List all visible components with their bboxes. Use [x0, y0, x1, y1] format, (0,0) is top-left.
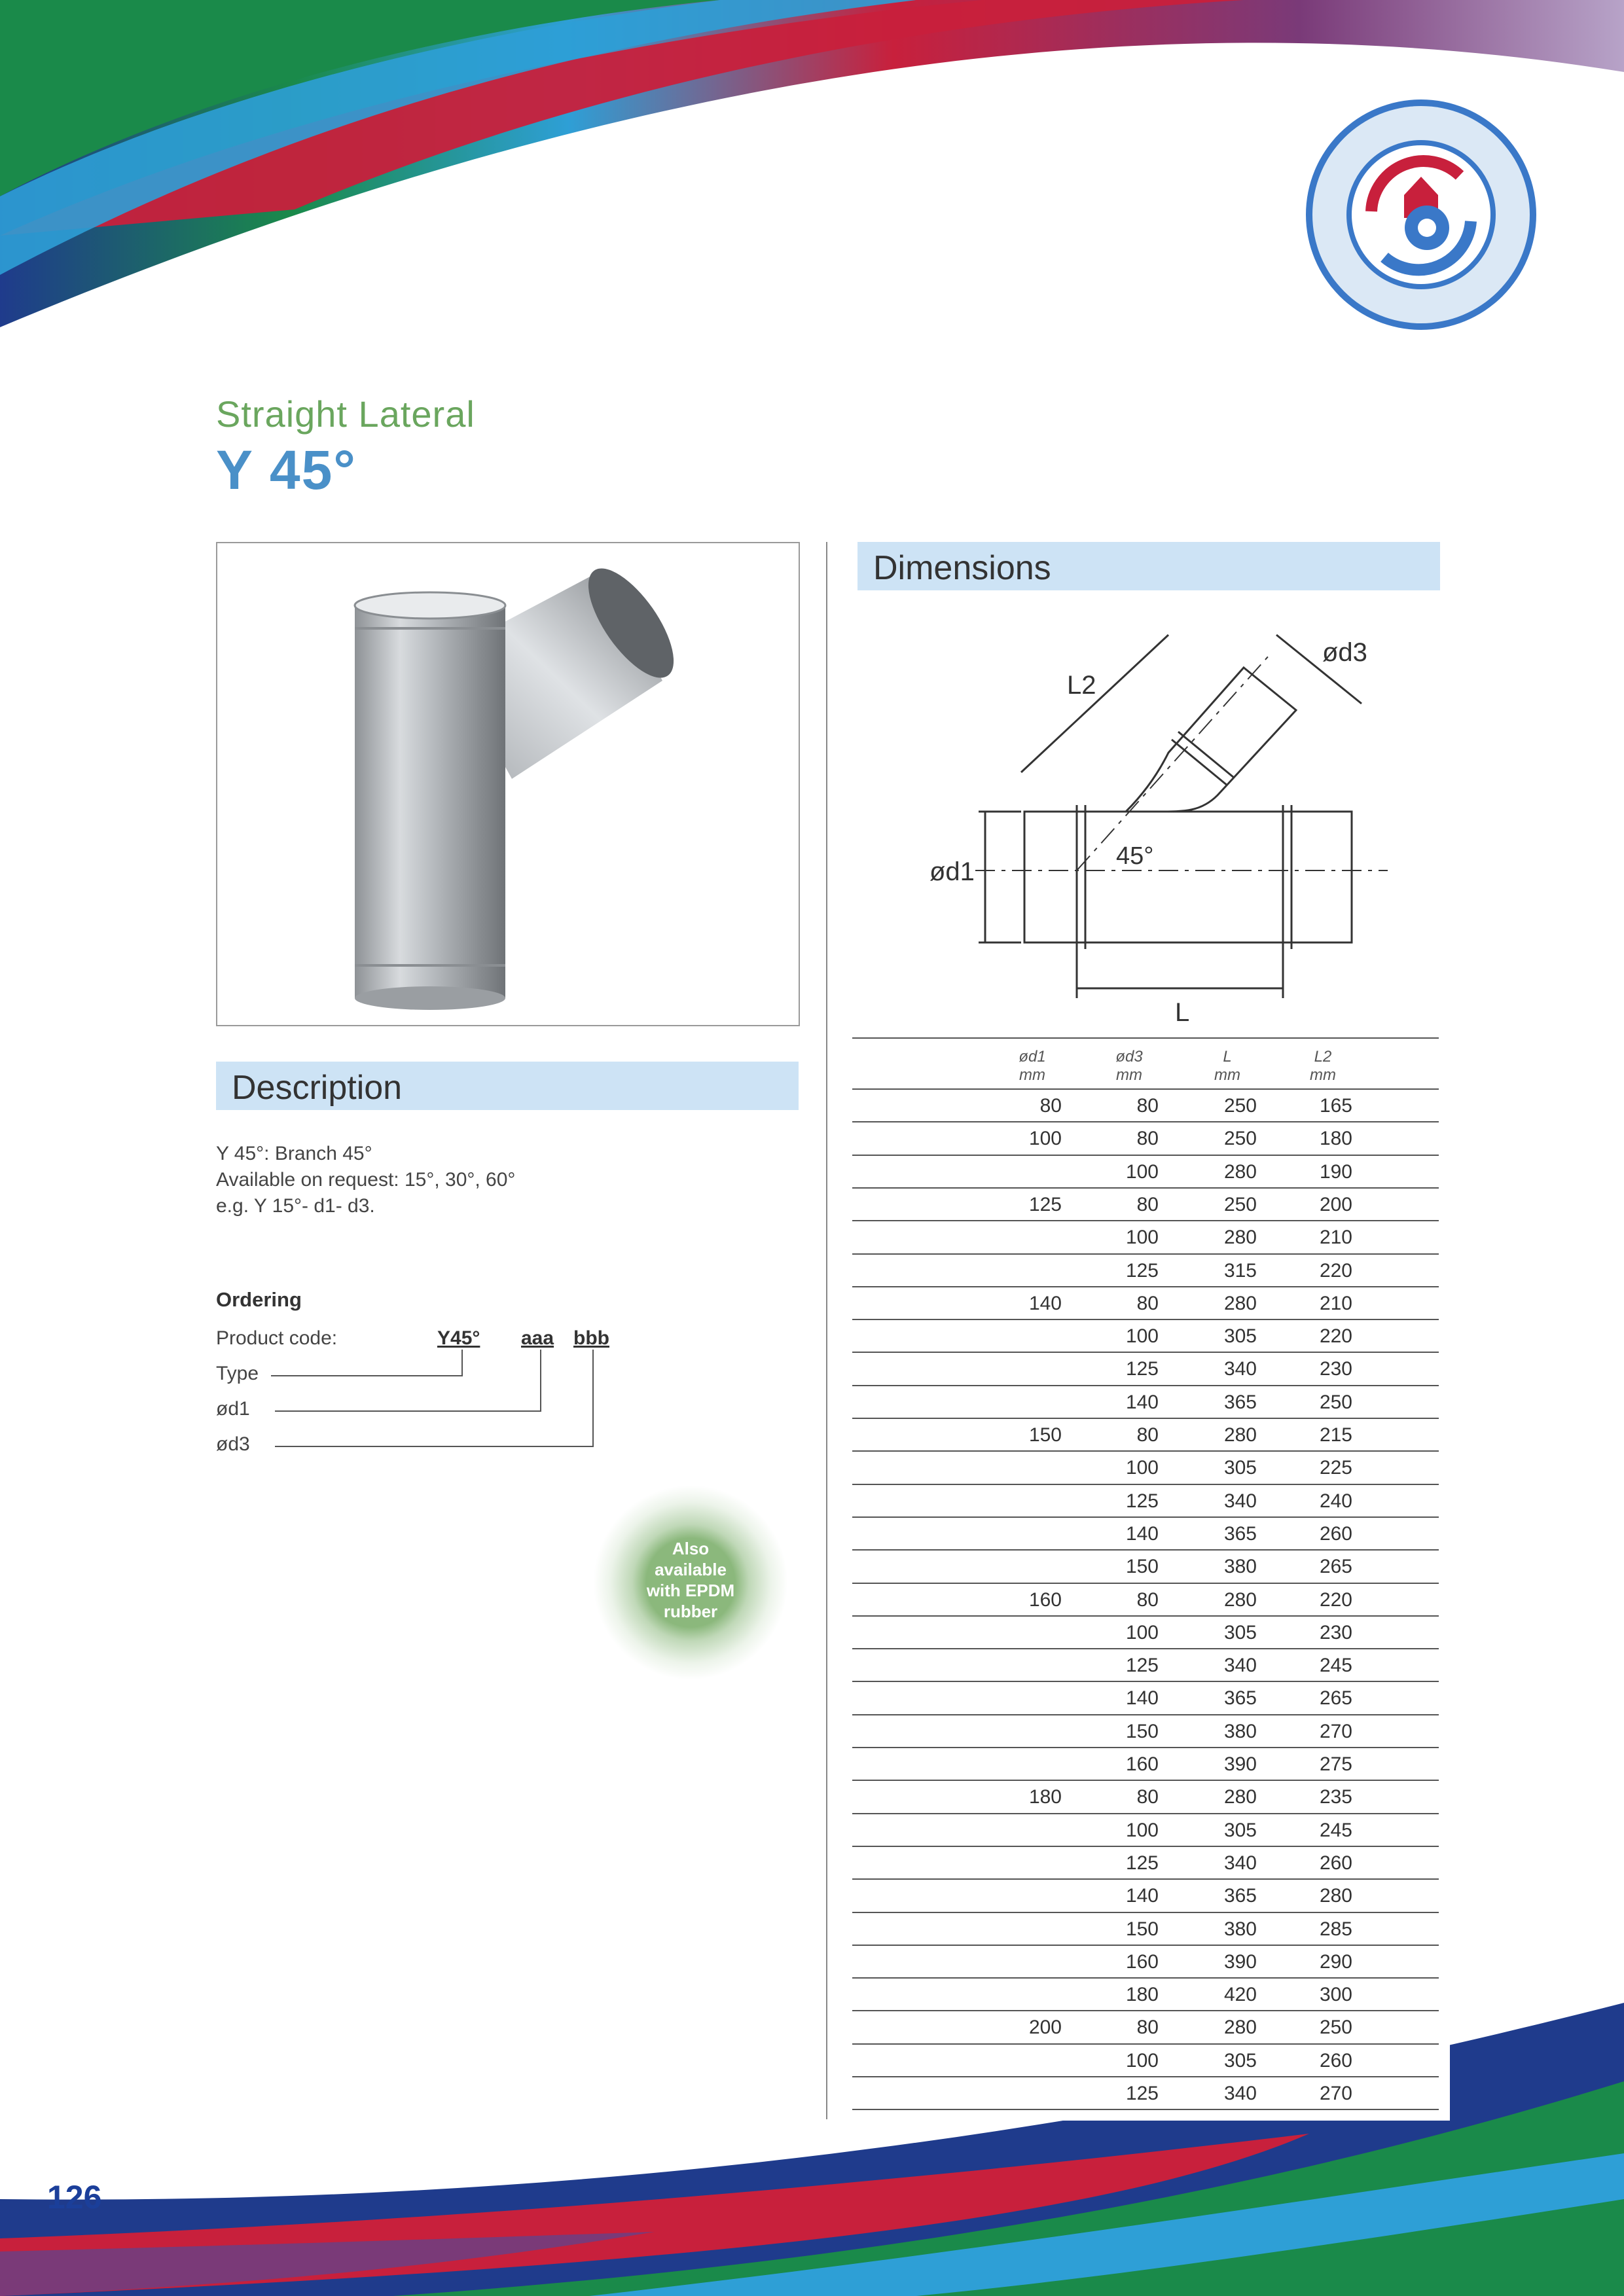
table-cell: 125	[1125, 1655, 1159, 1677]
table-cell: 100	[1125, 1819, 1159, 1841]
table-row	[852, 1847, 1439, 1880]
diagram-label-angle: 45°	[1116, 842, 1154, 870]
table-cell: 210	[1319, 1292, 1352, 1314]
table-cell: 80	[1136, 1292, 1159, 1314]
table-cell: 100	[1125, 1457, 1159, 1479]
dimensions-heading-bar	[857, 542, 1440, 590]
table-cell: 140	[1125, 1885, 1159, 1907]
table-cell: 150	[1125, 1720, 1159, 1742]
table-row	[852, 1715, 1439, 1748]
table-cell: 125	[1125, 2083, 1159, 2104]
epdm-badge	[592, 1484, 789, 1681]
table-cell: 250	[1223, 1095, 1257, 1117]
table-cell: 275	[1319, 1753, 1352, 1775]
table-row	[852, 1814, 1439, 1847]
table-row	[852, 1386, 1439, 1419]
table-cell: 420	[1223, 1984, 1257, 2006]
table-cell: 200	[1028, 2017, 1062, 2039]
table-row	[852, 1682, 1439, 1715]
table-cell: 280	[1223, 1160, 1257, 1183]
table-cell: 100	[1028, 1128, 1062, 1150]
table-row	[852, 1979, 1439, 2011]
table-cell: 140	[1125, 1391, 1159, 1413]
table-cell: 270	[1319, 1720, 1352, 1742]
table-row	[852, 2011, 1439, 2044]
table-cell: 220	[1319, 1588, 1352, 1611]
table-cell: 250	[1319, 1391, 1352, 1413]
table-cell: 80	[1136, 1588, 1159, 1611]
table-cell: 80	[1136, 1424, 1159, 1446]
table-cell: 340	[1223, 1490, 1257, 1512]
table-cell: 305	[1223, 1325, 1257, 1348]
table-cell: 365	[1223, 1391, 1257, 1413]
table-cell: 160	[1125, 1753, 1159, 1775]
table-cell: 260	[1319, 1852, 1352, 1874]
table-cell: 235	[1319, 1786, 1352, 1808]
table-cell: 200	[1319, 1193, 1352, 1215]
company-seal-logo	[1293, 97, 1549, 332]
column-header	[1093, 1048, 1165, 1085]
table-cell: 100	[1125, 2049, 1159, 2072]
table-row	[852, 1946, 1439, 1979]
description-line: Available on request: 15°, 30°, 60°	[216, 1169, 516, 1191]
column-header-unit: mm	[1116, 1066, 1142, 1084]
table-bottom-rule	[852, 2109, 1439, 2110]
table-row	[852, 1485, 1439, 1518]
table-cell: 80	[1136, 1786, 1159, 1808]
table-cell: 225	[1319, 1457, 1352, 1479]
table-cell: 340	[1223, 1655, 1257, 1677]
table-cell: 125	[1125, 1259, 1159, 1282]
table-cell: 80	[1136, 1095, 1159, 1117]
table-cell: 180	[1028, 1786, 1062, 1808]
table-cell: 280	[1223, 1588, 1257, 1611]
table-cell: 140	[1028, 1292, 1062, 1314]
column-header-unit: mm	[1214, 1066, 1240, 1084]
column-header-name: ød3	[1115, 1048, 1143, 1066]
table-row	[852, 1156, 1439, 1189]
table-cell: 150	[1125, 1556, 1159, 1578]
table-row	[852, 1649, 1439, 1682]
table-cell: 280	[1223, 2017, 1257, 2039]
table-cell: 305	[1223, 2049, 1257, 2072]
dimension-diagram	[877, 622, 1401, 1028]
table-cell: 280	[1223, 1786, 1257, 1808]
table-cell: 290	[1319, 1950, 1352, 1973]
table-row	[852, 1320, 1439, 1353]
table-cell: 265	[1319, 1687, 1352, 1710]
table-cell: 125	[1125, 1852, 1159, 1874]
table-cell: 230	[1319, 1621, 1352, 1643]
description-heading: Description	[232, 1069, 403, 1107]
table-cell: 100	[1125, 1621, 1159, 1643]
table-row	[852, 1880, 1439, 1912]
diagram-label-d1: ød1	[929, 857, 975, 886]
table-cell: 365	[1223, 1885, 1257, 1907]
table-cell: 340	[1223, 1358, 1257, 1380]
table-cell: 380	[1223, 1918, 1257, 1940]
table-row	[852, 1122, 1439, 1155]
table-cell: 80	[1136, 2017, 1159, 2039]
table-cell: 125	[1028, 1193, 1062, 1215]
product-code-label: Product code:	[216, 1327, 338, 1349]
table-row	[852, 1189, 1439, 1221]
table-row	[852, 1913, 1439, 1946]
table-cell: 160	[1028, 1588, 1062, 1611]
table-cell: 100	[1125, 1227, 1159, 1249]
table-cell: 250	[1223, 1128, 1257, 1150]
description-line: Y 45°: Branch 45°	[216, 1143, 372, 1164]
ordering-label-d3: ød3	[216, 1433, 250, 1455]
page-number: 126	[47, 2179, 102, 2215]
description-line: e.g. Y 15°- d1- d3.	[216, 1195, 375, 1217]
table-cell: 280	[1319, 1885, 1352, 1907]
table-cell: 100	[1125, 1325, 1159, 1348]
table-cell: 150	[1028, 1424, 1062, 1446]
table-row	[852, 1584, 1439, 1617]
table-cell: 270	[1319, 2083, 1352, 2104]
table-cell: 280	[1223, 1292, 1257, 1314]
table-cell: 160	[1125, 1950, 1159, 1973]
column-header-unit: mm	[1019, 1066, 1045, 1084]
table-cell: 80	[1136, 1128, 1159, 1150]
table-cell: 240	[1319, 1490, 1352, 1512]
table-cell: 300	[1319, 1984, 1352, 2006]
product-title: Y 45°	[216, 439, 357, 501]
table-row	[852, 1221, 1439, 1254]
table-row	[852, 2045, 1439, 2077]
table-row	[852, 2077, 1439, 2110]
table-row	[852, 1090, 1439, 1122]
column-header	[1287, 1048, 1359, 1085]
table-cell: 180	[1319, 1128, 1352, 1150]
table-row	[852, 1287, 1439, 1320]
product-subtitle: Straight Lateral	[216, 393, 475, 435]
dimensions-heading: Dimensions	[873, 549, 1051, 587]
code-part-type: Y45°	[437, 1327, 480, 1349]
table-cell: 250	[1319, 2017, 1352, 2039]
table-cell: 125	[1125, 1490, 1159, 1512]
product-photo-frame	[216, 542, 800, 1026]
table-cell: 125	[1125, 1358, 1159, 1380]
ordering-label-type: Type	[216, 1363, 259, 1384]
diagram-label-d3: ød3	[1322, 638, 1367, 667]
table-cell: 220	[1319, 1259, 1352, 1282]
diagram-label-L2: L2	[1067, 671, 1096, 700]
table-cell: 250	[1223, 1193, 1257, 1215]
table-cell: 165	[1319, 1095, 1352, 1117]
table-cell: 245	[1319, 1655, 1352, 1677]
table-cell: 380	[1223, 1556, 1257, 1578]
table-cell: 150	[1125, 1918, 1159, 1940]
badge-line: rubber	[663, 1602, 718, 1621]
column-header	[1191, 1048, 1263, 1085]
table-cell: 180	[1125, 1984, 1159, 2006]
y45-fitting-photo	[217, 543, 799, 1025]
description-heading-bar	[216, 1062, 799, 1110]
table-cell: 340	[1223, 2083, 1257, 2104]
table-row	[852, 1353, 1439, 1386]
column-divider	[826, 542, 827, 2119]
table-cell: 305	[1223, 1457, 1257, 1479]
table-cell: 220	[1319, 1325, 1352, 1348]
ordering-leader-lines	[262, 1342, 602, 1453]
column-header-name: L	[1223, 1048, 1232, 1066]
table-cell: 390	[1223, 1950, 1257, 1973]
table-cell: 210	[1319, 1227, 1352, 1249]
table-row	[852, 1518, 1439, 1551]
code-part-d3: bbb	[573, 1327, 609, 1349]
column-header-unit: mm	[1310, 1066, 1336, 1084]
table-cell: 265	[1319, 1556, 1352, 1578]
diagram-label-L: L	[1175, 998, 1190, 1027]
table-cell: 365	[1223, 1687, 1257, 1710]
table-cell: 80	[1039, 1095, 1062, 1117]
table-row	[852, 1452, 1439, 1484]
code-part-d1: aaa	[521, 1327, 554, 1349]
table-row	[852, 1781, 1439, 1814]
table-cell: 140	[1125, 1687, 1159, 1710]
table-top-rule	[852, 1037, 1439, 1039]
table-cell: 390	[1223, 1753, 1257, 1775]
badge-line: Also	[672, 1539, 710, 1558]
table-cell: 190	[1319, 1160, 1352, 1183]
column-header-name: L2	[1314, 1048, 1332, 1066]
table-cell: 80	[1136, 1193, 1159, 1215]
table-cell: 285	[1319, 1918, 1352, 1940]
column-header	[996, 1048, 1068, 1085]
table-row	[852, 1419, 1439, 1452]
table-cell: 280	[1223, 1227, 1257, 1249]
table-cell: 305	[1223, 1621, 1257, 1643]
table-cell: 215	[1319, 1424, 1352, 1446]
table-cell: 365	[1223, 1522, 1257, 1545]
table-cell: 260	[1319, 1522, 1352, 1545]
table-cell: 100	[1125, 1160, 1159, 1183]
table-row	[852, 1617, 1439, 1649]
ordering-title: Ordering	[216, 1288, 302, 1311]
table-cell: 230	[1319, 1358, 1352, 1380]
table-row	[852, 1551, 1439, 1583]
table-row	[852, 1748, 1439, 1781]
table-row	[852, 1255, 1439, 1287]
table-cell: 140	[1125, 1522, 1159, 1545]
badge-line: with EPDM	[646, 1581, 735, 1600]
table-cell: 260	[1319, 2049, 1352, 2072]
table-cell: 380	[1223, 1720, 1257, 1742]
ordering-label-d1: ød1	[216, 1398, 250, 1420]
table-cell: 315	[1223, 1259, 1257, 1282]
column-header-name: ød1	[1019, 1048, 1046, 1066]
badge-line: available	[655, 1560, 727, 1579]
table-cell: 340	[1223, 1852, 1257, 1874]
table-cell: 305	[1223, 1819, 1257, 1841]
table-cell: 280	[1223, 1424, 1257, 1446]
table-cell: 245	[1319, 1819, 1352, 1841]
